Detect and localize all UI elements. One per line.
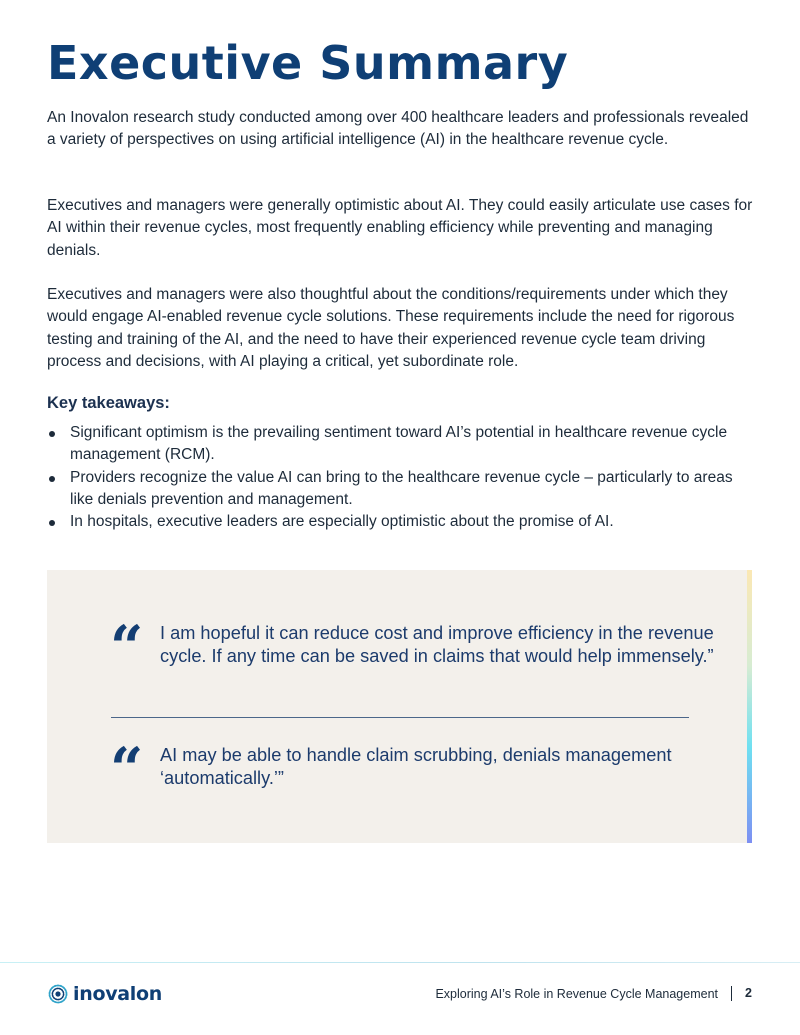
page-title: Executive Summary [47,36,569,90]
requirements-paragraph: Executives and managers were also thoughtful about the conditions/requirements under which they would engage AI-enabled revenue cycle solutions. These requirements include the need for rigorous testing and training of the AI, and the need to have their experienced revenue cycle team driving process and decisions, with AI playing a critical, yet subordinate role. [47,286,735,370]
optimism-paragraph: Executives and managers were generally optimistic about AI. They could easily articulate use cases for AI within their revenue cycles, most frequently enabling efficiency while preventing and managing denials. [47,197,753,259]
quote-mark-icon: “ [110,613,144,681]
footer-document-title: Exploring AI’s Role in Revenue Cycle Management [435,987,718,1001]
quote-divider [111,717,689,718]
key-takeaways-heading: Key takeaways: [47,394,170,412]
key-takeaways-list [47,422,759,533]
list-item [47,422,759,467]
quote-text: I am hopeful it can reduce cost and improve efficiency in the revenue cycle. If any time can be saved in claims that would help immensely.” [160,623,714,666]
list-item [47,467,759,512]
bullet-icon [49,476,55,482]
list-item-text: Providers recognize the value AI can bring to the healthcare revenue cycle – particularly to areas like denials prevention and management. [70,468,733,508]
list-item [47,511,759,533]
list-item-text: Significant optimism is the prevailing sentiment toward AI’s potential in healthcare revenue cycle management (RCM). [70,424,728,464]
logo-wordmark: inovalon [73,983,162,1005]
logo-mark-icon [47,984,69,1004]
list-item-text: In hospitals, executive leaders are especially optimistic about the promise of AI. [70,513,614,531]
bullet-icon [49,520,55,526]
intro-paragraph: An Inovalon research study conducted among over 400 healthcare leaders and professionals revealed a variety of perspectives on using artificial intelligence (AI) in the healthcare revenue cycle. [47,109,749,149]
page-number: 2 [745,986,752,1000]
quote-accent-bar [747,570,752,843]
inovalon-logo [47,983,162,1005]
bullet-icon [49,431,55,437]
quote-text: AI may be able to handle claim scrubbing, denials management ‘automatically.’” [160,745,672,788]
footer-separator [731,986,732,1001]
quote-panel [47,570,747,843]
quote-mark-icon: “ [110,735,144,803]
footer-divider [0,962,800,963]
